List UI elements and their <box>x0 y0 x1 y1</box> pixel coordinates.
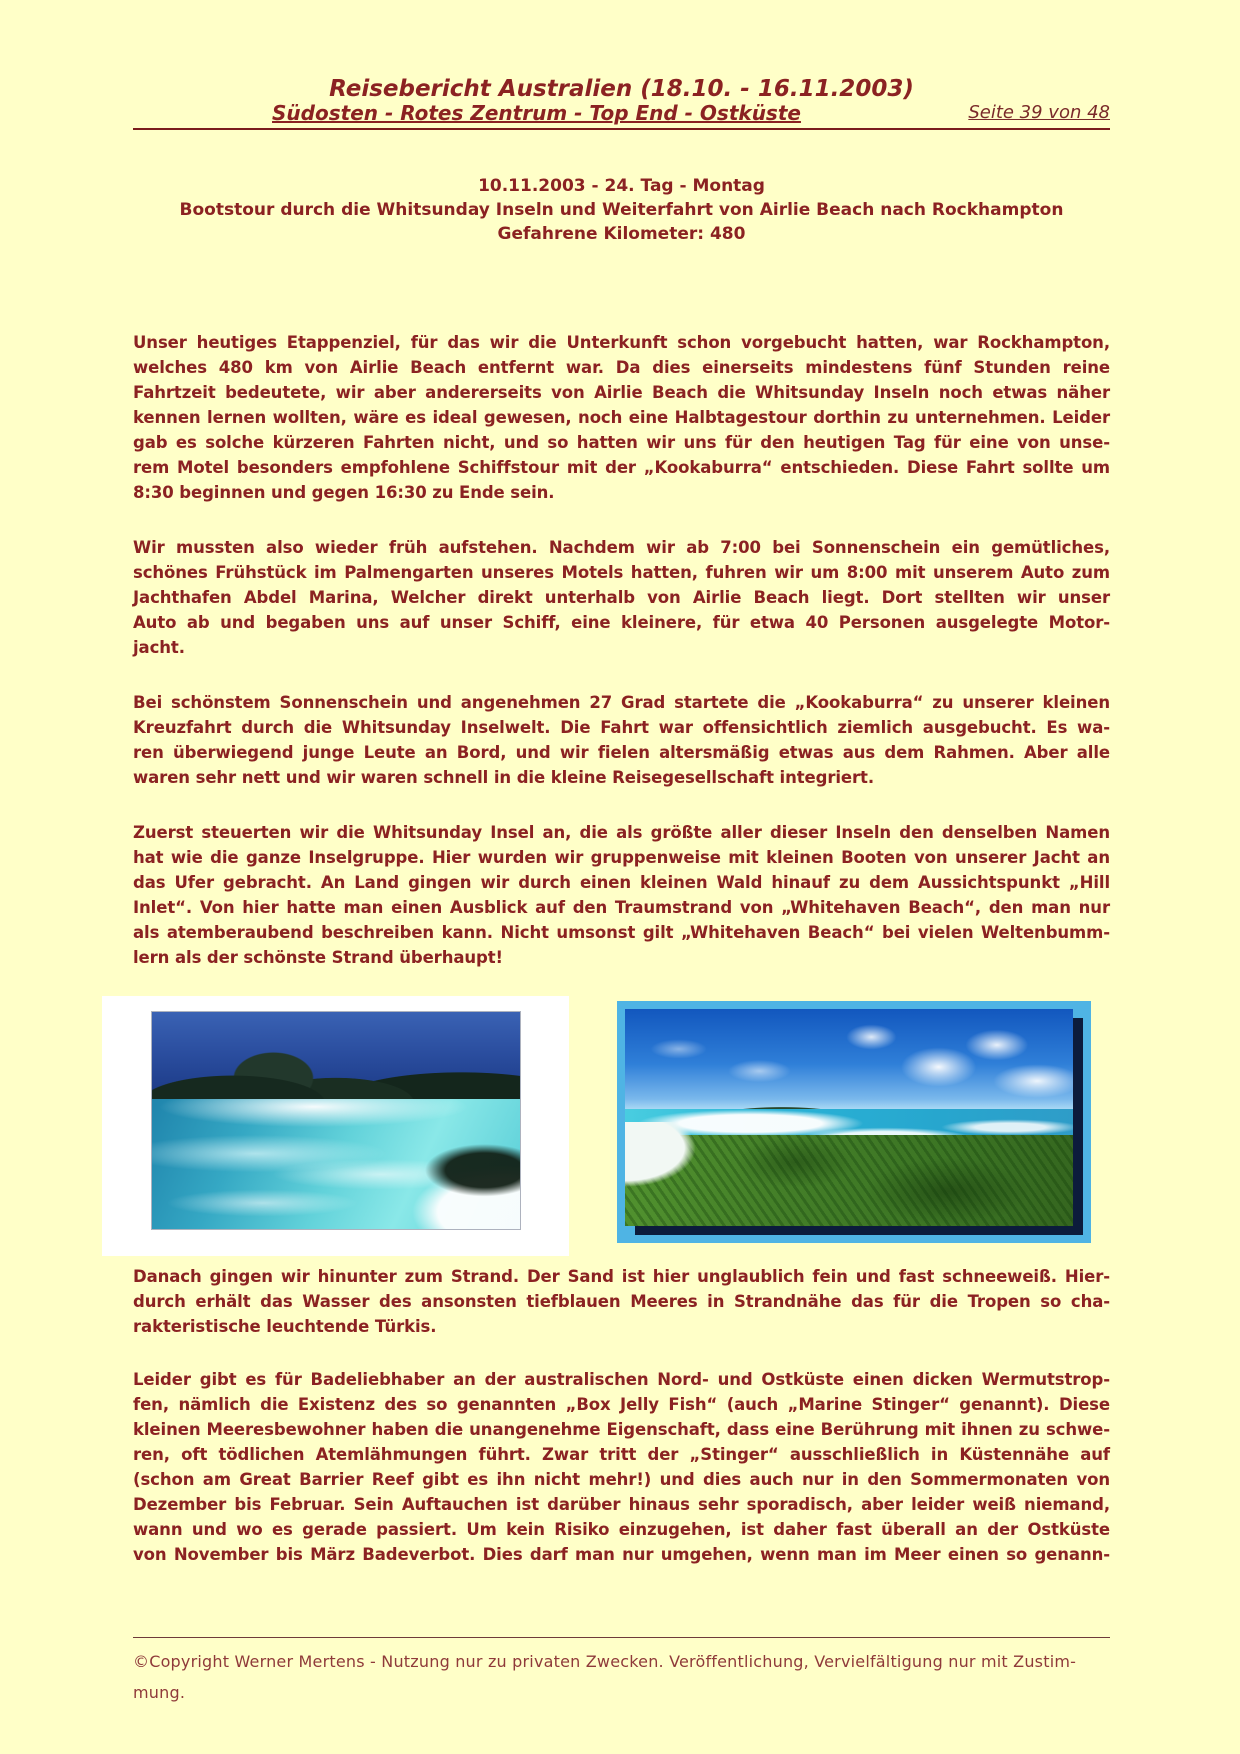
paragraph <box>133 690 1110 790</box>
text-line: Dezember bis Februar. Sein Auftauchen ist darüber hinaus sehr sporadisch, aber leider weiß niemand, <box>133 1495 1110 1514</box>
day-tour-line: Bootstour durch die Whitsunday Inseln und Weiterfahrt von Airlie Beach nach Rockhampton <box>179 200 1064 220</box>
paragraph <box>133 535 1110 660</box>
paragraph <box>133 330 1110 505</box>
photo-whitehaven-beach <box>625 1009 1073 1226</box>
paragraph <box>133 820 1110 970</box>
text-line: schönes Frühstück im Palmengarten unseres Motels hatten, fuhren wir um 8:00 mit unserem Auto zum <box>133 563 1110 582</box>
text-line: Leider gibt es für Badeliebhaber an der australischen Nord- und Ostküste einen dicken Wermutstrop- <box>133 1370 1110 1389</box>
text-line: (schon am Great Barrier Reef gibt es ihn nicht mehr!) und dies auch nur in den Sommermonaten von <box>133 1470 1110 1489</box>
photo-beach <box>625 1122 759 1196</box>
text-line: wann und wo es gerade passiert. Um kein Risiko einzugehen, ist daher fast überall an der Ostküste <box>133 1520 1110 1539</box>
footer-rule <box>133 1637 1110 1638</box>
text-line: Zuerst steuerten wir die Whitsunday Insel an, die als größte aller dieser Inseln den denselben Namen <box>133 823 1110 842</box>
text-line: ren, oft tödlichen Atemlähmungen führt. Zwar tritt der „Stinger“ ausschließlich in Küstennähe auf <box>133 1445 1110 1464</box>
text-line: Auto ab und begaben uns auf unser Schiff, eine kleinere, für etwa 40 Personen ausgelegte Motor- <box>133 613 1110 632</box>
text-line: fen, nämlich die Existenz des so genannten „Box Jelly Fish“ (auch „Marine Stinger“ genannt). Diese <box>133 1395 1110 1414</box>
day-date-line: 10.11.2003 - 24. Tag - Montag <box>478 176 765 196</box>
text-line: Danach gingen wir hinunter zum Strand. Der Sand ist hier unglaublich fein und fast schneeweiß. Hier- <box>133 1267 1110 1286</box>
text-line: ren überwiegend junge Leute an Bord, und wir fielen altersmäßig etwas aus dem Rahmen. Aber alle <box>133 743 1110 762</box>
photo-mountains <box>152 1051 520 1103</box>
photo-sand-spit <box>343 1116 520 1229</box>
text-line: kennen lernen wollten, wäre es ideal gewesen, noch eine Halbtagestour dorthin zu unternehmen. Leider <box>133 408 1110 427</box>
page-content <box>0 174 1240 1567</box>
photo-hill-inlet-aerial <box>152 1012 520 1229</box>
photo-frame <box>617 1001 1091 1243</box>
text-line: Bei schönstem Sonnenschein und angenehmen 27 Grad startete die „Kookaburra“ zu unserer kleinen <box>133 693 1110 712</box>
text-line: lern als der schönste Strand überhaupt! <box>133 948 503 967</box>
text-line: kleinen Meeresbewohner haben die unangenehme Eigenschaft, dass eine Berührung mit ihnen zu schwe- <box>133 1420 1110 1439</box>
text-line: als atemberaubend beschreiben kann. Nicht umsonst gilt „Whitehaven Beach“ bei vielen Weltenbumm- <box>133 923 1110 942</box>
paragraph <box>133 1367 1110 1567</box>
text-line: waren sehr nett und wir waren schnell in die kleine Reisegesellschaft integriert. <box>133 768 875 787</box>
report-subtitle: Südosten - Rotes Zentrum - Top End - Ostküste <box>272 101 801 125</box>
photo-matte <box>102 996 569 1256</box>
copyright-footer <box>0 1646 1240 1708</box>
text-line: rem Motel besonders empfohlene Schiffstour mit der „Kookaburra“ entschieden. Diese Fahrt sollte um <box>133 458 1110 477</box>
text-line: rakteristische leuchtende Türkis. <box>133 1317 437 1336</box>
report-subtitle-row <box>133 102 1110 128</box>
text-line: Unser heutiges Etappenziel, für das wir die Unterkunft schon vorgebucht hatten, war Rockhampton, <box>133 333 1110 352</box>
text-line: durch erhält das Wasser des ansonsten tiefblauen Meeres in Strandnähe das für die Tropen so cha- <box>133 1292 1110 1311</box>
text-line: Jachthafen Abdel Marina, Welcher direkt unterhalb von Airlie Beach liegt. Dort stellten wir unser <box>133 588 1110 607</box>
text-line: Fahrtzeit bedeutete, wir aber andererseits von Airlie Beach die Whitsunday Inseln noch etwas näher <box>133 383 1110 402</box>
paragraph <box>133 1264 1110 1339</box>
text-line: 8:30 beginnen und gegen 16:30 zu Ende sein. <box>133 483 555 502</box>
text-line: Kreuzfahrt durch die Whitsunday Inselwelt. Die Fahrt war offensichtlich ziemlich ausgebucht. Es wa- <box>133 718 1110 737</box>
text-line: welches 480 km von Airlie Beach entfernt war. Da dies einerseits mindestens fünf Stunden reine <box>133 358 1110 377</box>
page-header <box>133 0 1110 130</box>
text-line: gab es solche kürzeren Fahrten nicht, und so hatten wir uns für den heutigen Tag für eine von unse- <box>133 433 1110 452</box>
text-line: von November bis März Badeverbot. Dies darf man nur umgehen, wenn man im Meer einen so genann- <box>133 1545 1110 1564</box>
page-indicator: Seite 39 von 48 <box>968 102 1110 123</box>
photo-row <box>102 996 1110 1256</box>
text-line: hat wie die ganze Inselgruppe. Hier wurden wir gruppenweise mit kleinen Booten von unserer Jacht an <box>133 848 1110 867</box>
day-header <box>133 174 1110 246</box>
text-line: ©Copyright Werner Mertens - Nutzung nur zu privaten Zwecken. Veröffentlichung, Vervielfältigung nur mit Zustim- <box>133 1652 1077 1671</box>
text-line: Wir mussten also wieder früh aufstehen. Nachdem wir ab 7:00 bei Sonnenschein ein gemütliches, <box>133 538 1110 557</box>
report-title: Reisebericht Australien (18.10. - 16.11.2003) <box>329 76 914 102</box>
text-line: mung. <box>133 1683 186 1702</box>
text-line: Inlet“. Von hier hatte man einen Ausblick auf den Traumstrand von „Whitehaven Beach“, den man nur <box>133 898 1110 917</box>
text-line: das Ufer gebracht. An Land gingen wir durch einen kleinen Wald hinauf zu dem Aussichtspunkt „Hill <box>133 873 1110 892</box>
day-km-line: Gefahrene Kilometer: 480 <box>497 224 746 244</box>
text-line: jacht. <box>133 638 185 657</box>
